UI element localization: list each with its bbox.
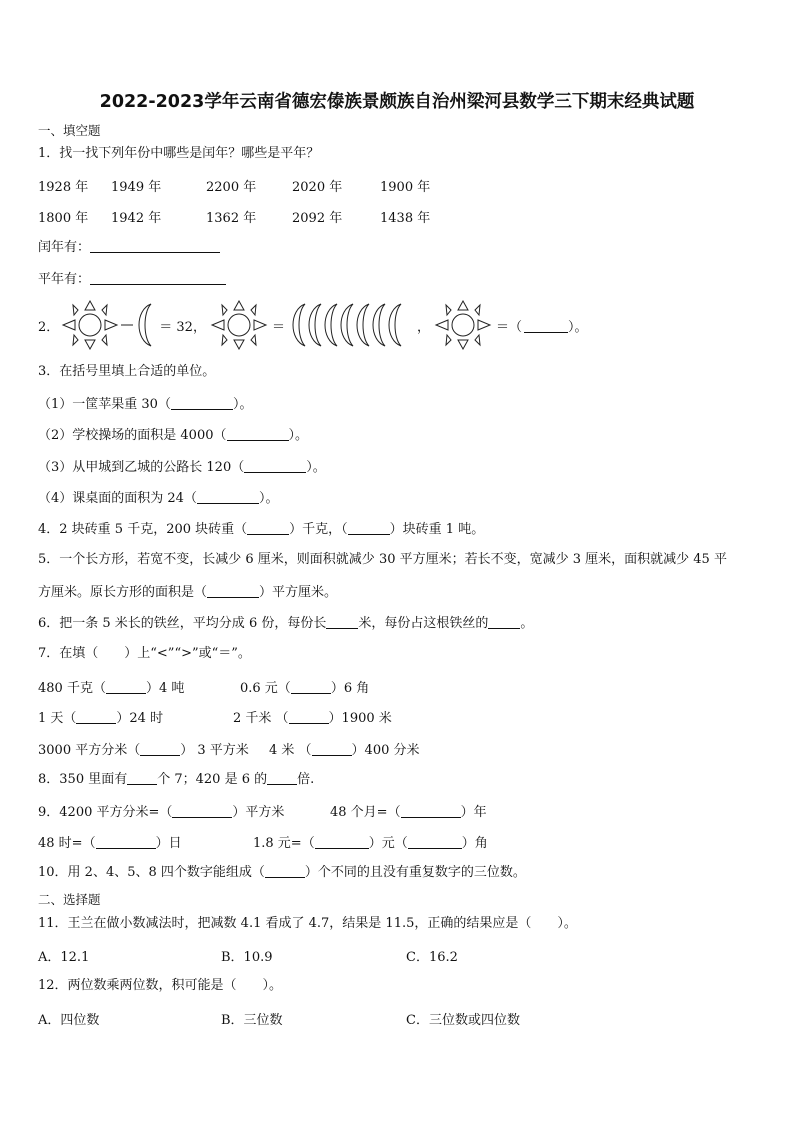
answer-blank[interactable] <box>96 834 156 849</box>
sun-icon <box>59 300 121 350</box>
year: 1900 年 <box>380 180 431 195</box>
answer-blank[interactable] <box>312 741 352 756</box>
option-a[interactable]: A．12.1 <box>38 950 90 965</box>
answer-blank[interactable] <box>76 709 116 724</box>
q7-item: 1 天（ ）24 时 <box>38 711 164 726</box>
answer-blank[interactable] <box>267 770 297 785</box>
year: 1438 年 <box>380 211 431 226</box>
section-fill-in: 一、填空题 <box>38 123 101 138</box>
q7-item: 480 千克（ ）4 吨 <box>38 681 185 696</box>
answer-blank[interactable] <box>197 489 259 504</box>
year: 2200 年 <box>206 180 257 195</box>
answer-blank[interactable] <box>247 520 289 535</box>
q3-stem: 3．在括号里填上合适的单位。 <box>38 364 216 379</box>
q3-item: （4）课桌面的面积为 24（ ）。 <box>38 491 279 506</box>
leap-label: 闰年有： <box>38 240 91 255</box>
q9-item: 1.8 元=（ ）元（ ）角 <box>253 836 488 851</box>
answer-blank[interactable] <box>171 395 233 410</box>
moons-row-icon <box>287 300 411 350</box>
q9-item: 9．4200 平方分米=（ ）平方米 <box>38 805 285 820</box>
moon-icon <box>133 300 157 350</box>
q2-number: 2． <box>38 319 60 335</box>
q2-eq3: ＝（ <box>496 319 523 335</box>
q7-item: 3000 平方分米（ ） 3 平方米 <box>38 743 249 758</box>
q2-comma: ， <box>416 319 430 335</box>
option-c[interactable]: C．三位数或四位数 <box>406 1013 520 1028</box>
year: 1942 年 <box>111 211 162 226</box>
q11-stem: 11．王兰在做小数减法时，把减数 4.1 看成了 4.7，结果是 11.5，正确的结果应是（ ）。 <box>38 916 577 931</box>
q7-item: 0.6 元（ ）6 角 <box>240 681 370 696</box>
q7-stem: 7．在填（ ）上“<”“>”或“＝”。 <box>38 646 251 661</box>
q9-item: 48 个月=（ ）年 <box>330 805 487 820</box>
q4: 4．2 块砖重 5 千克，200 块砖重（ ）千克，（ ）块砖重 1 吨。 <box>38 522 485 537</box>
q1-stem: 1．找一找下列年份中哪些是闰年？哪些是平年？ <box>38 146 320 161</box>
q8: 8．350 里面有 个 7；420 是 6 的 倍. <box>38 772 315 787</box>
answer-blank[interactable] <box>265 863 305 878</box>
q10: 10．用 2、4、5、8 四个数字能组成（ ）个不同的且没有重复数字的三位数。 <box>38 865 526 880</box>
sun-icon <box>432 300 494 350</box>
q7-item: 4 米 （ ）400 分米 <box>269 743 420 758</box>
answer-blank[interactable] <box>401 803 461 818</box>
year: 1928 年 <box>38 180 89 195</box>
leap-years-line <box>38 238 220 257</box>
q2-picture-equation <box>38 300 588 350</box>
answer-blank[interactable] <box>127 770 157 785</box>
q2-answer-blank[interactable] <box>524 318 568 333</box>
common-answer-blank[interactable] <box>90 270 226 285</box>
minus-sign <box>121 300 133 350</box>
answer-blank[interactable] <box>348 520 390 535</box>
common-label: 平年有： <box>38 272 91 287</box>
year: 1800 年 <box>38 211 89 226</box>
answer-blank[interactable] <box>106 679 146 694</box>
option-a[interactable]: A．四位数 <box>38 1013 100 1028</box>
q9-item: 48 时=（ ）日 <box>38 836 182 851</box>
answer-blank[interactable] <box>244 458 306 473</box>
answer-blank[interactable] <box>140 741 180 756</box>
q12-stem: 12．两位数乘两位数，积可能是（ ）。 <box>38 978 283 993</box>
q3-item: （2）学校操场的面积是 4000（ ）。 <box>38 428 309 443</box>
leap-answer-blank[interactable] <box>90 238 220 253</box>
option-c[interactable]: C．16.2 <box>406 950 458 965</box>
page-title: 2022-2023学年云南省德宏傣族景颇族自治州梁河县数学三下期末经典试题 <box>99 92 695 112</box>
option-b[interactable]: B．10.9 <box>221 950 273 965</box>
common-years-line <box>38 270 226 289</box>
q3-item: （1）一筐苹果重 30（ ）。 <box>38 397 253 412</box>
answer-blank[interactable] <box>315 834 369 849</box>
year: 2092 年 <box>292 211 343 226</box>
sun-icon <box>208 300 270 350</box>
q2-eq2: ＝ <box>271 319 285 335</box>
year: 1362 年 <box>206 211 257 226</box>
answer-blank[interactable] <box>172 803 232 818</box>
answer-blank[interactable] <box>207 583 259 598</box>
answer-blank[interactable] <box>488 614 520 629</box>
q3-item: （3）从甲城到乙城的公路长 120（ ）。 <box>38 460 326 475</box>
year: 2020 年 <box>292 180 343 195</box>
q6: 6．把一条 5 米长的铁丝，平均分成 6 份，每份长 米，每份占这根铁丝的 。 <box>38 616 534 631</box>
q7-item: 2 千米 （ ）1900 米 <box>233 711 392 726</box>
answer-blank[interactable] <box>408 834 462 849</box>
answer-blank[interactable] <box>227 426 289 441</box>
answer-blank[interactable] <box>291 679 331 694</box>
q2-eq1: ＝ 32， <box>159 319 206 335</box>
q2-close: ）。 <box>568 319 588 335</box>
option-b[interactable]: B．三位数 <box>221 1013 283 1028</box>
q5-line1: 5．一个长方形，若宽不变，长减少 6 厘米，则面积就减少 30 平方厘米；若长不变，宽减少 3 厘米，面积就减少 45 平 <box>38 552 727 567</box>
year: 1949 年 <box>111 180 162 195</box>
section-choice: 二、选择题 <box>38 892 101 907</box>
answer-blank[interactable] <box>289 709 329 724</box>
q5-line2: 方厘米。原长方形的面积是（ ）平方厘米。 <box>38 585 338 600</box>
answer-blank[interactable] <box>326 614 358 629</box>
